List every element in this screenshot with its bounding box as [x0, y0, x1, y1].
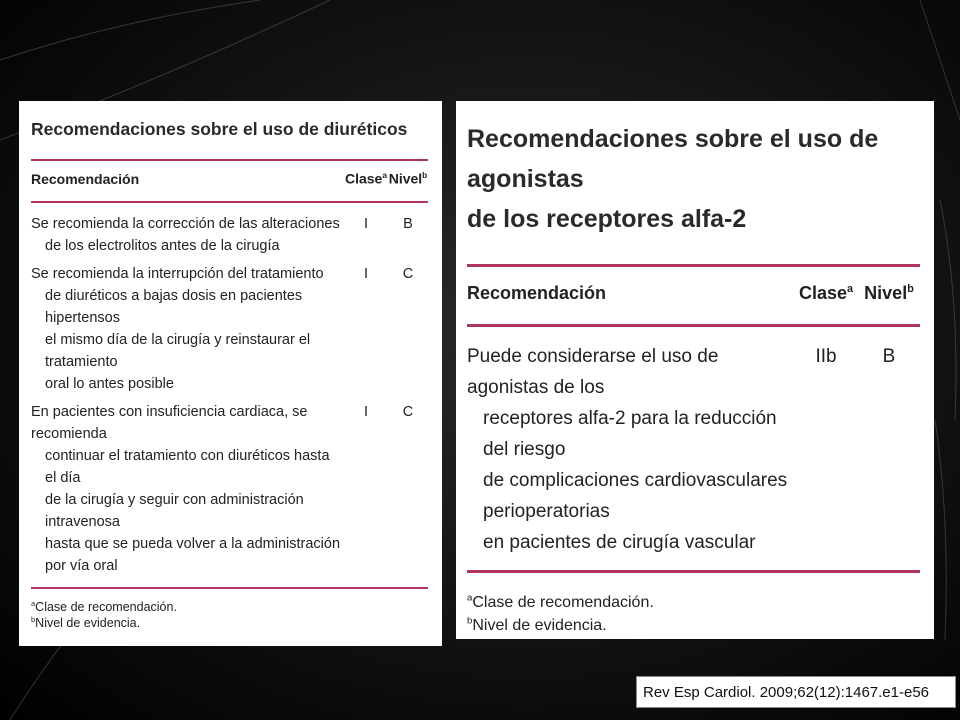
header-clase: Clase$^a$ — [798, 283, 854, 303]
clase-value: I — [363, 403, 369, 420]
footnote: $^a$Clase de recomendación. — [467, 592, 654, 611]
recommendation-text: En pacientes con insuficiencia cardiaca, se recomienda continuar el tratamiento con diuréticos hasta el día de la cirugía y seguir con administración intravenosa hasta que se pueda volver a la administración por vía oral — [31, 403, 341, 574]
table-row — [31, 401, 428, 577]
footnote: $^b$Nivel de evidencia. — [467, 615, 607, 635]
table-footnotes — [467, 573, 920, 637]
table-body — [31, 203, 428, 587]
table-row — [467, 341, 920, 558]
table-body — [467, 327, 920, 570]
table-row — [31, 213, 428, 257]
table-row — [31, 263, 428, 395]
table-header — [31, 161, 428, 201]
recommendation-text: Se recomienda la corrección de las alteraciones de los electrolitos antes de la cirugía — [31, 215, 340, 254]
table-title: Recomendaciones sobre el uso de diuréticos — [31, 119, 408, 139]
header-nivel: Nivel$^b$ — [864, 283, 914, 303]
clase-value: I — [363, 215, 369, 232]
alpha2-agonists-table-panel — [456, 101, 934, 639]
footnote: $^a$Clase de recomendación. — [31, 598, 177, 614]
header-clase: Clase$^a$ — [344, 170, 388, 187]
diuretics-table-panel — [19, 101, 442, 646]
nivel-value: B — [403, 215, 413, 232]
footnote: $^b$Nivel de evidencia. — [31, 615, 141, 631]
header-nivel: Nivel$^b$ — [388, 170, 428, 187]
clase-value: I — [363, 265, 369, 282]
nivel-value: C — [402, 265, 414, 282]
table-header — [467, 267, 920, 324]
table-footnotes — [31, 589, 428, 632]
recommendation-text: Puede considerarse el uso de agonistas de los receptores alfa-2 para la reducción del riesgo de complicaciones cardiovasculares perioperatorias en pacientes de cirugía vascular — [467, 346, 788, 553]
header-recomendacion: Recomendación — [31, 170, 140, 187]
clase-value: IIb — [815, 346, 837, 367]
nivel-value: C — [402, 403, 414, 420]
table-title: Recomendaciones sobre el uso de agonistas de los receptores alfa-2 — [467, 125, 879, 233]
citation-box: Rev Esp Cardiol. 2009;62(12):1467.e1-e56 — [636, 676, 956, 708]
recommendation-text: Se recomienda la interrupción del tratamiento de diuréticos a bajas dosis en pacientes hipertensos el mismo día de la cirugía y reinstaurar el tratamiento oral lo antes posible — [31, 265, 324, 392]
header-recomendacion: Recomendación — [467, 283, 607, 303]
nivel-value: B — [882, 346, 896, 367]
